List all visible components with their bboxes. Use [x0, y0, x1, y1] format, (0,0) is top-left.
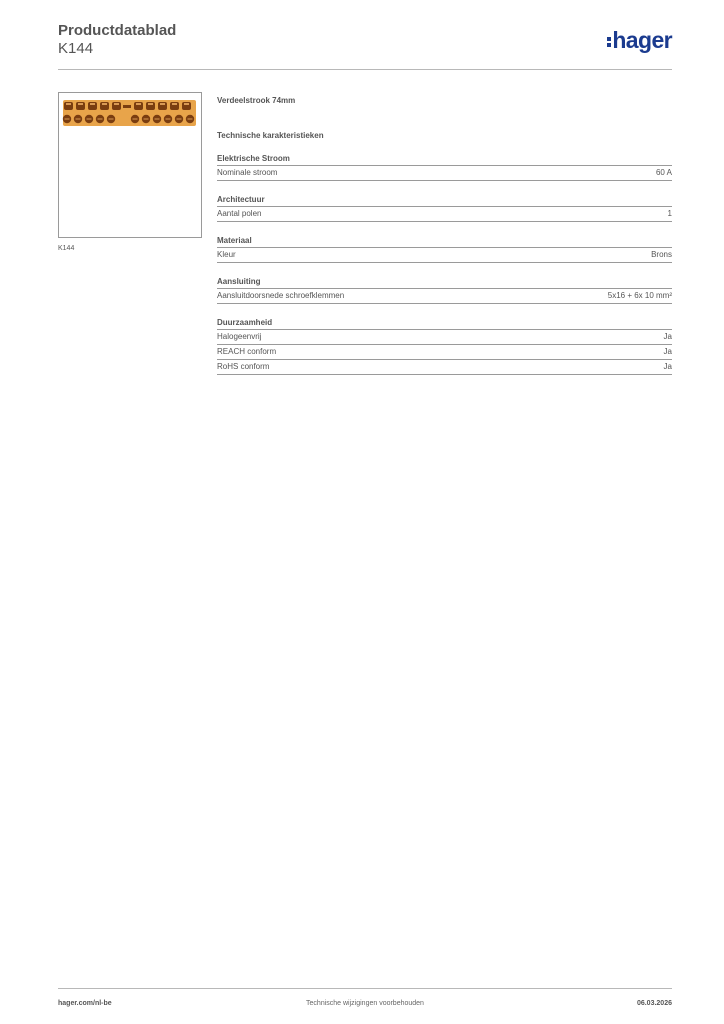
- top-terminal-highlight: [148, 103, 153, 105]
- spec-group: [217, 154, 672, 181]
- page-header: [58, 22, 672, 70]
- spec-group: [217, 277, 672, 304]
- spec-label: Halogeenvrij: [217, 332, 262, 341]
- spec-group-title: Aansluiting: [217, 277, 672, 289]
- spec-value: 1: [667, 209, 672, 218]
- spec-row: [217, 360, 672, 375]
- spec-value: Ja: [663, 362, 672, 371]
- spec-group-title: Materiaal: [217, 236, 672, 248]
- spec-row: [217, 289, 672, 304]
- top-terminal-highlight: [172, 103, 177, 105]
- spec-group: [217, 318, 672, 375]
- spec-row: [217, 345, 672, 360]
- logo-dots-icon: [607, 37, 611, 47]
- product-image-caption: K144: [58, 245, 75, 252]
- spec-group: [217, 195, 672, 222]
- product-image: [59, 93, 201, 237]
- spec-value: Ja: [663, 347, 672, 356]
- spec-value: 5x16 + 6x 10 mm²: [607, 291, 672, 300]
- spec-row: [217, 248, 672, 263]
- spec-label: RoHS conform: [217, 362, 270, 371]
- spec-group-title: Architectuur: [217, 195, 672, 207]
- section-title: Technische karakteristieken: [217, 131, 324, 140]
- spec-row: [217, 330, 672, 345]
- product-name: Verdeelstrook 74mm: [217, 96, 296, 105]
- product-code: K144: [58, 40, 94, 57]
- top-terminal-highlight: [114, 103, 119, 105]
- top-terminal-highlight: [66, 103, 71, 105]
- top-terminal-highlight: [184, 103, 189, 105]
- spec-label: Aansluitdoorsnede schroefklemmen: [217, 291, 345, 300]
- footer-website: hager.com/nl-be: [58, 1000, 112, 1007]
- spec-label: REACH conform: [217, 347, 277, 356]
- top-terminal-highlight: [136, 103, 141, 105]
- top-terminal-highlight: [78, 103, 83, 105]
- top-terminal-highlight: [102, 103, 107, 105]
- spec-value: 60 A: [655, 168, 672, 177]
- document-title: Productdatablad: [58, 22, 177, 39]
- page-footer: [58, 988, 672, 1012]
- spec-label: Kleur: [217, 250, 236, 259]
- spec-group: [217, 236, 672, 263]
- spec-value: Ja: [663, 332, 672, 341]
- spec-row: [217, 166, 672, 181]
- spec-groups: [217, 154, 672, 375]
- top-terminal-highlight: [160, 103, 165, 105]
- hager-logo: [607, 29, 672, 52]
- spec-group-title: Elektrische Stroom: [217, 154, 672, 166]
- product-image-frame: [58, 92, 202, 238]
- spec-row: [217, 207, 672, 222]
- spec-label: Aantal polen: [217, 209, 262, 218]
- strip-center-mark: [123, 105, 131, 108]
- logo-text: hager: [612, 27, 672, 53]
- footer-date: 06.03.2026: [636, 1000, 672, 1007]
- spec-group-title: Duurzaamheid: [217, 318, 672, 330]
- footer-disclaimer: Technische wijzigingen voorbehouden: [306, 1000, 424, 1007]
- top-terminal-highlight: [90, 103, 95, 105]
- spec-label: Nominale stroom: [217, 168, 278, 177]
- specifications-panel: [217, 96, 672, 375]
- spec-value: Brons: [651, 250, 672, 259]
